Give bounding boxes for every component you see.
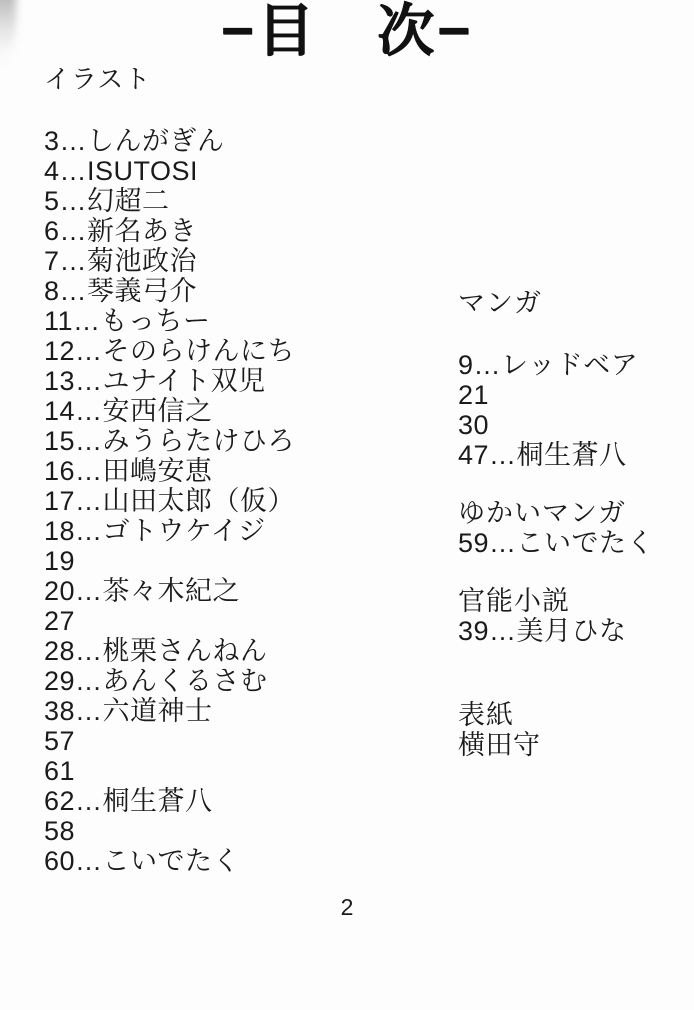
toc-entry: 58 (44, 816, 76, 846)
kannou-shousetsu-list (458, 616, 654, 646)
section-kannou-shousetsu (458, 586, 654, 646)
toc-entry: 16…田嶋安恵 (44, 456, 213, 486)
toc-entry: 13…ユナイト双児 (44, 366, 266, 396)
toc-entry: 60…こいでたく (44, 846, 241, 876)
cover-credit (458, 730, 654, 760)
manga-column (458, 288, 654, 760)
toc-entry: 21 (458, 380, 490, 410)
page-number: 2 (340, 894, 354, 920)
toc-entry: 14…安西信之 (44, 396, 213, 426)
toc-entry: 11…もっちー (44, 306, 211, 336)
toc-entry: 6…新名あき (44, 216, 198, 246)
toc-entry: 28…桃栗さんねん (44, 636, 268, 666)
toc-entry: 12…そのらけんにち (44, 336, 296, 366)
toc-entry: 47…桐生蒼八 (458, 440, 627, 470)
toc-entry: 5…幻超二 (44, 186, 170, 216)
toc-entry: 3…しんがぎん (44, 126, 225, 156)
toc-entry: 18…ゴトウケイジ (44, 516, 266, 546)
toc-entry: 17…山田太郎（仮） (44, 486, 296, 516)
yukai-manga-header: ゆかいマンガ (458, 498, 626, 528)
illustrations-header: イラスト (44, 64, 152, 94)
toc-entry: 29…あんくるさむ (44, 666, 268, 696)
illustrations-column (44, 64, 295, 876)
section-manga (458, 288, 654, 470)
toc-entry: 62…桐生蒼八 (44, 786, 213, 816)
toc-entry: 57 (44, 726, 76, 756)
yukai-manga-list (458, 528, 654, 558)
toc-entry: 7…菊池政治 (44, 246, 198, 276)
toc-entry: 39…美月ひな (458, 616, 627, 646)
toc-entry: 横田守 (458, 730, 541, 760)
toc-entry: 4…ISUTOSI (44, 156, 199, 186)
manga-header: マンガ (458, 288, 542, 318)
toc-entry: 59…こいでたく (458, 528, 655, 558)
toc-entry: 27 (44, 606, 76, 636)
toc-entry: 20…茶々木紀之 (44, 576, 241, 606)
cover-header: 表紙 (458, 700, 514, 730)
illustrations-list (44, 126, 295, 876)
section-yukai-manga (458, 498, 654, 558)
toc-entry: 9…レッドベア (458, 350, 639, 380)
toc-entry: 15…みうらたけひろ (44, 426, 296, 456)
kannou-shousetsu-header: 官能小説 (458, 586, 570, 616)
toc-entry: 61 (44, 756, 76, 786)
toc-entry: 38…六道神士 (44, 696, 213, 726)
toc-entry: 19 (44, 546, 76, 576)
page-title: −目 次− (220, 0, 474, 63)
toc-entry: 30 (458, 410, 490, 440)
toc-entry: 8…琴義弓介 (44, 276, 198, 306)
manga-list (458, 350, 654, 470)
section-cover (458, 700, 654, 760)
